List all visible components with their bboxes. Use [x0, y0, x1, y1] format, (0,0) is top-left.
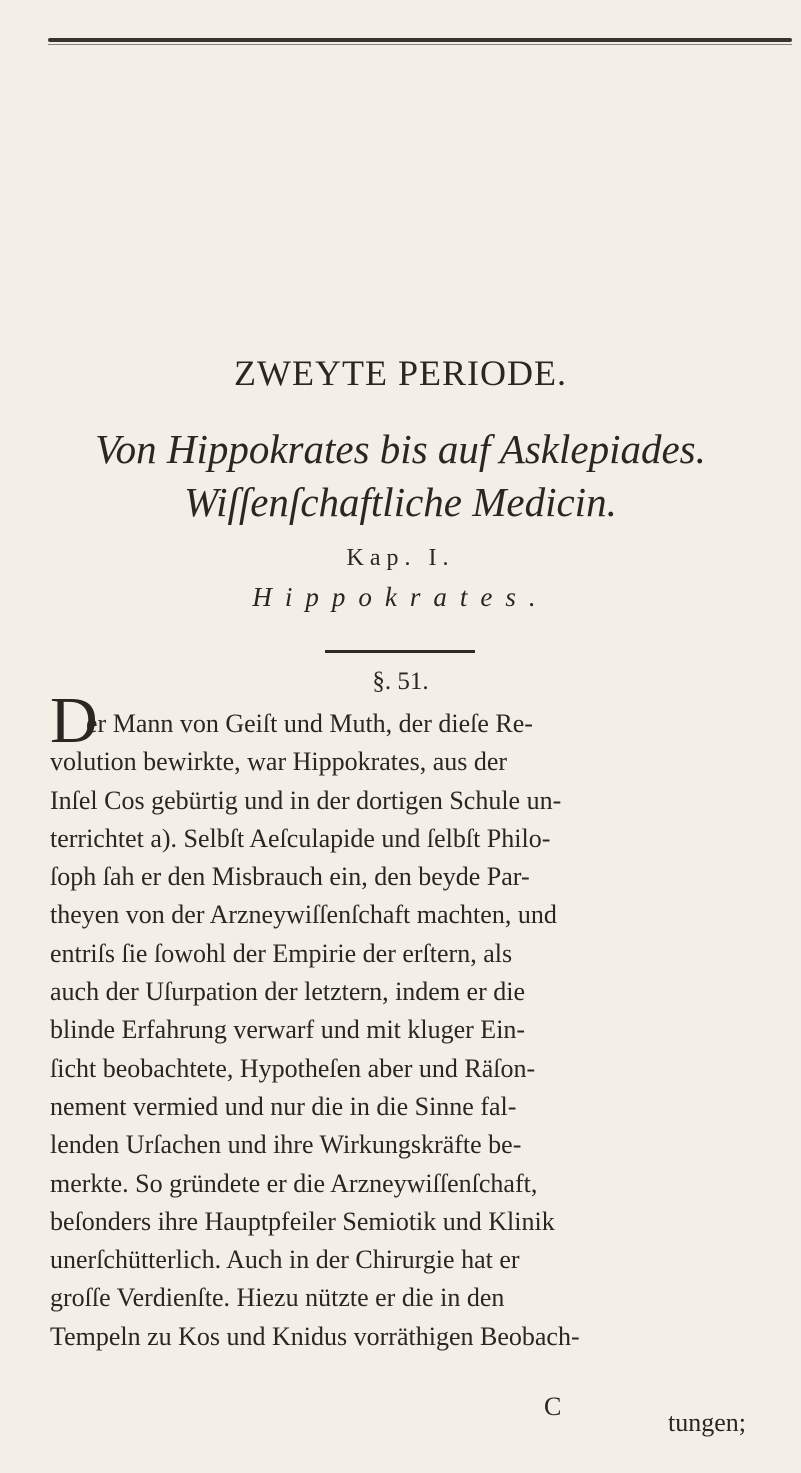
- text-line: er Mann von Geiſt und Muth, der dieſe Re-: [86, 709, 533, 738]
- drop-cap: D: [50, 684, 98, 757]
- text-line: unerſchütterlich. Auch in der Chirurgie hat er: [50, 1245, 520, 1275]
- text-line: blinde Erfahrung verwarf und mit kluger Ein-: [50, 1015, 526, 1045]
- text-line: volution bewirkte, war Hippokrates, aus der: [50, 747, 508, 777]
- text-line: nement vermied und nur die in die Sinne fal-: [50, 1091, 517, 1121]
- text-line: ſoph ſah er den Misbrauch ein, den beyde Par-: [50, 862, 530, 892]
- signature-mark: C: [544, 1392, 562, 1421]
- text-line: auch der Uſurpation der letztern, indem er die: [50, 977, 526, 1007]
- section-mark: §. 51.: [372, 668, 429, 695]
- body-text: [50, 705, 760, 1356]
- text-line: ſicht beobachtete, Hypotheſen aber und Räſon-: [50, 1053, 536, 1083]
- text-line: terrichtet a). Selbſt Aeſculapide und ſelbſt Philo-: [50, 823, 551, 853]
- chapter-rule: [325, 650, 475, 653]
- text-line: merkte. So gründete er die Arzneywiſſenſchaft,: [50, 1168, 538, 1198]
- chapter-name: Hippokrates.: [252, 582, 549, 612]
- text-line: Tempeln zu Kos und Knidus vorräthigen Beobach-: [50, 1321, 580, 1351]
- text-line: groſſe Verdienſte. Hiezu nützte er die in den: [50, 1283, 505, 1313]
- subtitle-line-1: Von Hippokrates bis auf Asklepiades.: [95, 426, 706, 472]
- subtitle-line-2: Wiſſenſchaftliche Medicin.: [184, 479, 617, 525]
- header-rule: [48, 38, 792, 42]
- text-line: entriſs ſie ſowohl der Empirie der erſtern, als: [50, 938, 513, 968]
- text-line: beſonders ihre Hauptpfeiler Semiotik und Klinik: [50, 1206, 555, 1236]
- text-line: theyen von der Arzneywiſſenſchaft machten, und: [50, 900, 557, 930]
- text-line: lenden Urſachen und ihre Wirkungskräfte be-: [50, 1130, 522, 1160]
- chapter-label: Kap. I.: [346, 545, 455, 571]
- period-title: ZWEYTE PERIODE.: [234, 353, 567, 393]
- catchword: tungen;: [668, 1408, 746, 1437]
- text-line: Inſel Cos gebürtig und in der dortigen Schule un-: [50, 785, 562, 815]
